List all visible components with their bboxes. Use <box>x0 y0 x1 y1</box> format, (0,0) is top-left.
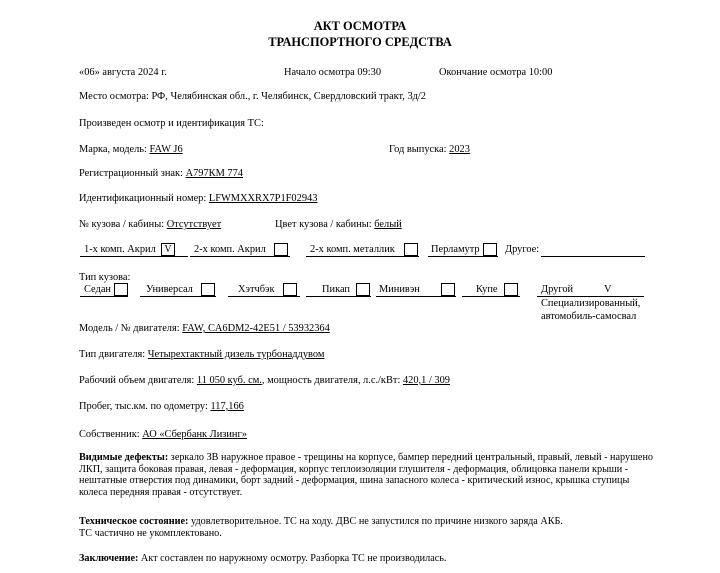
mileage-row <box>79 400 244 413</box>
inspection-date: «06» августа 2024 г. <box>79 67 167 78</box>
place-label: Место осмотра: <box>79 91 152 102</box>
engine-type-row <box>79 348 324 361</box>
place-value: РФ, Челябинская обл., г. Челябинск, Свердловский тракт, 3д/2 <box>151 91 427 102</box>
engine-model-value: FAW, CA6DM2-42E51 / 53932364 <box>182 323 330 334</box>
body-other-label: Другой <box>541 284 574 295</box>
body-universal-checkbox[interactable] <box>201 283 215 296</box>
body-coupe-checkbox[interactable] <box>504 283 518 296</box>
body-color-row <box>275 218 402 231</box>
paint-2comp-checkbox[interactable] <box>274 243 288 256</box>
body-coupe-underline <box>462 296 520 297</box>
defects-paragraph <box>79 452 659 498</box>
body-pickup-label: Пикап <box>322 284 350 295</box>
engine-type-value: Четырехтактный дизель турбонаддувом <box>147 349 325 360</box>
year-row <box>389 143 470 156</box>
engine-type-label: Тип двигателя: <box>79 349 148 360</box>
engine-volume-label: Рабочий объем двигателя: <box>79 375 197 386</box>
body-minivan-label: Минивэн <box>379 284 420 295</box>
year-value: 2023 <box>449 144 470 155</box>
vin-label: Идентификационный номер: <box>79 193 209 204</box>
body-hatchback-checkbox[interactable] <box>283 283 297 296</box>
place-row <box>79 90 426 103</box>
paint-2comp-label: 2-х комп. Акрил <box>194 244 266 255</box>
tech-state-text2: ТС частично не укомплектовано. <box>79 527 222 539</box>
body-other-mark: V <box>604 284 612 295</box>
inspection-start: Начало осмотра 09:30 <box>284 67 382 78</box>
paint-metal-checkbox[interactable] <box>404 243 418 256</box>
mileage-value: 117,166 <box>210 401 244 412</box>
paint-1comp-label: 1-х комп. Акрил <box>84 244 156 255</box>
body-minivan-checkbox[interactable] <box>441 283 455 296</box>
paint-pearl-label: Перламутр <box>431 244 480 255</box>
make-value: FAW J6 <box>149 144 183 155</box>
body-minivan-underline <box>376 296 456 297</box>
owner-row <box>79 428 247 441</box>
vin-value: LFWMXXRX7P1F02943 <box>208 193 318 204</box>
engine-volume-row <box>79 374 450 387</box>
body-hatchback-underline <box>228 296 300 297</box>
owner-label: Собственник: <box>79 429 143 440</box>
conclusion-label: Заключение: <box>79 553 139 564</box>
body-coupe-label: Купе <box>476 284 498 295</box>
inspection-end: Окончание осмотра 10:00 <box>439 67 553 78</box>
identification-heading: Произведен осмотр и идентификация ТС: <box>79 118 264 129</box>
conclusion-text: Акт составлен по наружному осмотру. Разборка ТС не производилась. <box>138 553 447 564</box>
paint-1comp-underline <box>80 256 188 257</box>
body-type-label: Тип кузова: <box>79 272 131 283</box>
paint-2comp-underline <box>190 256 290 257</box>
body-no-row <box>79 218 221 231</box>
engine-volume-value: 11 050 куб. см. <box>196 375 262 386</box>
document-title-line2: ТРАНСПОРТНОГО СРЕДСТВА <box>268 35 452 49</box>
paint-other-field[interactable] <box>541 256 645 257</box>
engine-model-label: Модель / № двигателя: <box>79 323 183 334</box>
body-color-value: белый <box>374 219 402 230</box>
body-pickup-underline <box>306 296 371 297</box>
body-no-value: Отсутствует <box>166 219 222 230</box>
reg-value: А797КМ 774 <box>185 168 244 179</box>
body-other-desc-line1: Специализированный, <box>541 298 641 309</box>
make-label: Марка, модель: <box>79 144 150 155</box>
body-sedan-checkbox[interactable] <box>114 283 128 296</box>
engine-power-label: , мощность двигателя, л.с./кВт: <box>261 375 403 386</box>
reg-row <box>79 167 243 180</box>
paint-pearl-underline <box>428 256 498 257</box>
body-sedan-underline <box>80 296 128 297</box>
tech-state-text: удовлетворительное. ТС на ходу. ДВС не запустился по причине низкого заряда АКБ. <box>188 516 563 527</box>
engine-model-row <box>79 322 330 335</box>
tech-state-label: Техническое состояние: <box>79 516 189 527</box>
body-other-desc-line2: автомобиль-самосвал <box>541 311 637 322</box>
body-universal-underline <box>140 296 216 297</box>
reg-label: Регистрационный знак: <box>79 168 186 179</box>
body-hatchback-label: Хэтчбэк <box>238 284 275 295</box>
body-sedan-label: Седан <box>84 284 111 295</box>
paint-1comp-checkbox[interactable]: V <box>161 243 175 256</box>
defects-text: зеркало ЗВ наружное правое - трещины на корпусе, бампер передний центральный, правый, левый - нарушено ЛКП, защита боковая правая, левая - деформация, корпус теплоизоляции глушителя - деформация, облицовка панели крыши - нештатные отверстия под динамики, борт задний - деформация, шина запасного колеса - критический износ, крышка ступицы колеса передняя правая - отсутствует. <box>79 452 653 498</box>
paint-metal-label: 2-х комп. металлик <box>310 244 395 255</box>
body-pickup-checkbox[interactable] <box>356 283 370 296</box>
paint-metal-underline <box>306 256 419 257</box>
year-label: Год выпуска: <box>389 144 450 155</box>
body-no-label: № кузова / кабины: <box>79 219 167 230</box>
defects-label: Видимые дефекты: <box>79 452 169 463</box>
body-color-label: Цвет кузова / кабины: <box>275 219 375 230</box>
owner-value: АО «Сбербанк Лизинг» <box>142 429 247 440</box>
vin-row <box>79 192 317 205</box>
document-title-line1: АКТ ОСМОТРА <box>313 19 407 33</box>
mileage-label: Пробег, тыс.км. по одометру: <box>79 401 211 412</box>
make-row <box>79 143 183 156</box>
body-universal-label: Универсал <box>146 284 193 295</box>
paint-pearl-checkbox[interactable] <box>483 243 497 256</box>
paint-other-label: Другое: <box>505 244 540 255</box>
engine-power-value: 420,1 / 309 <box>402 375 450 386</box>
tech-state-paragraph <box>79 516 659 539</box>
conclusion-paragraph <box>79 553 659 565</box>
